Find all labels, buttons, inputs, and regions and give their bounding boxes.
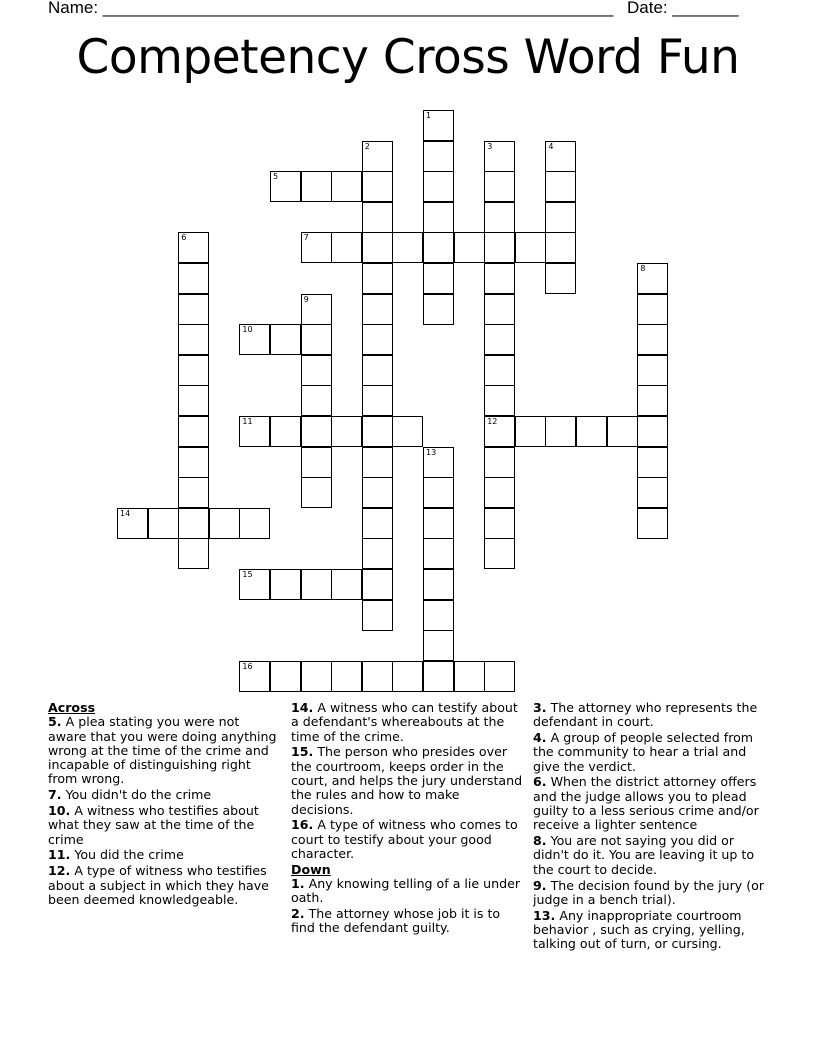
grid-cell[interactable] (362, 385, 393, 416)
grid-cell[interactable] (362, 538, 393, 569)
grid-cell[interactable] (423, 202, 454, 233)
cell-number: 16 (242, 661, 253, 671)
grid-cell[interactable] (484, 324, 515, 355)
grid-cell[interactable] (484, 294, 515, 325)
grid-cell[interactable] (484, 141, 515, 172)
clue-column-3 (533, 701, 771, 953)
grid-cell[interactable] (331, 569, 362, 600)
grid-cell[interactable] (178, 232, 209, 263)
grid-cell[interactable] (301, 661, 332, 692)
cell-number: 14 (120, 508, 131, 518)
grid-cell[interactable] (301, 477, 332, 508)
grid-cell[interactable] (178, 447, 209, 478)
clue-number: 16. (291, 817, 314, 833)
grid-cell[interactable] (637, 416, 668, 447)
grid-cell[interactable] (301, 324, 332, 355)
grid-cell[interactable] (484, 508, 515, 539)
clue-number: 5. (48, 714, 62, 730)
clue-across-15 (291, 745, 523, 816)
grid-cell[interactable] (484, 447, 515, 478)
grid-cell[interactable] (392, 661, 423, 692)
grid-cell[interactable] (362, 447, 393, 478)
clue-across-10 (48, 804, 278, 847)
grid-cell[interactable] (362, 324, 393, 355)
clue-down-6 (533, 775, 771, 832)
cell-number: 11 (242, 417, 253, 426)
grid-cell[interactable] (239, 324, 270, 355)
grid-cell[interactable] (454, 232, 485, 263)
clue-column-2 (291, 701, 523, 937)
grid-cell[interactable] (239, 508, 270, 539)
clue-number: 4. (533, 730, 547, 746)
cell-number: 10 (242, 325, 253, 335)
grid-cell[interactable] (545, 416, 576, 447)
cell-number: 4 (548, 141, 554, 151)
cell-number: 1 (426, 111, 432, 120)
grid-cell[interactable] (362, 416, 393, 447)
clue-text: You did the crime (74, 847, 184, 863)
grid-cell[interactable] (423, 171, 454, 202)
clue-across-14 (291, 701, 523, 744)
grid-cell[interactable] (148, 508, 179, 539)
grid-cell[interactable] (178, 538, 209, 569)
grid-cell[interactable] (637, 447, 668, 478)
grid-cell[interactable] (362, 141, 393, 172)
grid-cell[interactable] (637, 385, 668, 416)
grid-cell[interactable] (515, 232, 546, 263)
grid-cell[interactable] (239, 661, 270, 692)
grid-cell[interactable] (209, 508, 240, 539)
grid-cell[interactable] (484, 538, 515, 569)
grid-cell[interactable] (484, 171, 515, 202)
grid-cell[interactable] (301, 171, 332, 202)
clue-text: A witness who testifies about what they saw at the time of the crime (48, 803, 259, 847)
clue-across-11 (48, 848, 278, 862)
grid-cell[interactable] (392, 416, 423, 447)
grid-cell[interactable] (178, 416, 209, 447)
grid-cell[interactable] (423, 569, 454, 600)
grid-cell[interactable] (423, 263, 454, 294)
cell-number: 12 (487, 417, 498, 426)
grid-cell[interactable] (362, 508, 393, 539)
clue-column-1 (48, 701, 278, 909)
clue-number: 10. (48, 803, 71, 819)
clue-number: 12. (48, 863, 71, 879)
grid-cell[interactable] (301, 385, 332, 416)
clue-across-16 (291, 818, 523, 861)
clue-text: The decision found by the jury (or judge in a bench trial). (533, 877, 765, 907)
clue-text: The person who presides over the courtroom, keeps order in the court, and helps the jury understand the rules and how to make decisions. (291, 744, 523, 817)
clue-text: The attorney whose job it is to find the defendant guilty. (291, 906, 501, 936)
grid-cell[interactable] (545, 171, 576, 202)
grid-cell[interactable] (178, 355, 209, 386)
grid-cell[interactable] (423, 141, 454, 172)
grid-cell[interactable] (484, 477, 515, 508)
grid-cell[interactable] (484, 263, 515, 294)
grid-cell[interactable] (423, 538, 454, 569)
clue-down-3 (533, 701, 771, 730)
clue-text: A type of witness who testifies about a subject in which they have been deemed knowledgeable. (48, 863, 269, 907)
grid-cell[interactable] (484, 385, 515, 416)
clue-text: A group of people selected from the community to hear a trial and give the verdict. (533, 730, 754, 774)
clue-across-7 (48, 788, 278, 802)
grid-cell[interactable] (637, 263, 668, 294)
date-field: Date: _______ (627, 0, 739, 17)
grid-cell[interactable] (331, 416, 362, 447)
grid-cell[interactable] (301, 355, 332, 386)
grid-cell[interactable] (423, 232, 454, 263)
grid-cell[interactable] (178, 324, 209, 355)
grid-cell[interactable] (484, 355, 515, 386)
clue-text: A witness who can testify about a defendant's whereabouts at the time of the crime. (291, 700, 518, 744)
clue-down-4 (533, 731, 771, 774)
grid-cell[interactable] (545, 202, 576, 233)
clue-down-8 (533, 834, 771, 877)
grid-cell[interactable] (423, 477, 454, 508)
grid-cell[interactable] (270, 324, 301, 355)
grid-cell[interactable] (637, 477, 668, 508)
grid-cell[interactable] (362, 477, 393, 508)
grid-cell[interactable] (362, 355, 393, 386)
grid-cell[interactable] (576, 416, 607, 447)
name-field: Name: ______________________________________________________ (48, 0, 614, 17)
cell-number: 13 (426, 447, 437, 457)
grid-cell[interactable] (301, 416, 332, 447)
cell-number: 2 (364, 141, 370, 151)
cell-number: 5 (273, 172, 279, 182)
grid-cell[interactable] (362, 569, 393, 600)
clue-down-2 (291, 907, 523, 936)
grid-cell[interactable] (178, 263, 209, 294)
grid-cell[interactable] (484, 661, 515, 692)
cell-number: 7 (303, 233, 309, 243)
clue-text: When the district attorney offers and the judge allows you to plead guilty to a less serious crime and/or receive a lighter sentence (533, 774, 759, 833)
clue-number: 11. (48, 847, 71, 863)
grid-cell[interactable] (239, 416, 270, 447)
clue-number: 7. (48, 787, 62, 803)
grid-cell[interactable] (270, 661, 301, 692)
clue-text: You didn't do the crime (65, 787, 212, 803)
clue-text: Any knowing telling of a lie under oath. (291, 876, 521, 906)
grid-cell[interactable] (331, 661, 362, 692)
clue-down-9 (533, 879, 771, 908)
grid-cell[interactable] (178, 385, 209, 416)
grid-cell[interactable] (454, 661, 485, 692)
grid-cell[interactable] (637, 294, 668, 325)
grid-cell[interactable] (178, 477, 209, 508)
clue-number: 9. (533, 877, 547, 893)
grid-cell[interactable] (301, 294, 332, 325)
grid-cell[interactable] (423, 508, 454, 539)
grid-cell[interactable] (331, 171, 362, 202)
grid-cell[interactable] (362, 661, 393, 692)
grid-cell[interactable] (270, 171, 301, 202)
grid-cell[interactable] (117, 508, 148, 539)
grid-cell[interactable] (301, 569, 332, 600)
grid-cell[interactable] (301, 447, 332, 478)
grid-cell[interactable] (484, 232, 515, 263)
cell-number: 9 (303, 294, 309, 304)
grid-cell[interactable] (545, 263, 576, 294)
clue-down-13 (533, 909, 771, 952)
clue-number: 2. (291, 906, 305, 922)
grid-cell[interactable] (484, 416, 515, 447)
grid-cell[interactable] (178, 508, 209, 539)
grid-cell[interactable] (301, 232, 332, 263)
page-title: Competency Cross Word Fun (76, 30, 740, 85)
clue-across-5 (48, 715, 278, 786)
grid-cell[interactable] (362, 600, 393, 631)
grid-cell[interactable] (362, 263, 393, 294)
grid-cell[interactable] (545, 232, 576, 263)
grid-cell[interactable] (423, 630, 454, 661)
cell-number: 6 (181, 233, 187, 243)
clue-number: 8. (533, 833, 547, 849)
grid-cell[interactable] (423, 294, 454, 325)
grid-cell[interactable] (392, 232, 423, 263)
grid-cell[interactable] (239, 569, 270, 600)
grid-cell[interactable] (607, 416, 638, 447)
grid-cell[interactable] (637, 355, 668, 386)
grid-cell[interactable] (484, 202, 515, 233)
grid-cell[interactable] (637, 324, 668, 355)
clue-number: 13. (533, 907, 556, 923)
grid-cell[interactable] (270, 416, 301, 447)
clue-text: Any inappropriate courtroom behavior , such as crying, yelling, talking out of turn, or cursing. (533, 907, 745, 952)
clue-text: A plea stating you were not aware that you were doing anything wrong at the time of the crime and incapable of distinguishing right from wrong. (48, 714, 277, 787)
clue-text: The attorney who represents the defendant in court. (533, 700, 758, 730)
grid-cell[interactable] (362, 232, 393, 263)
grid-cell[interactable] (423, 447, 454, 478)
grid-cell[interactable] (178, 294, 209, 325)
clue-number: 3. (533, 700, 547, 715)
cell-number: 8 (640, 264, 646, 273)
grid-cell[interactable] (545, 141, 576, 172)
across-heading: Across (48, 700, 96, 715)
grid-cell[interactable] (423, 661, 454, 692)
grid-cell[interactable] (423, 600, 454, 631)
clue-across-12 (48, 864, 278, 907)
clue-down-1 (291, 877, 523, 906)
grid-cell[interactable] (362, 294, 393, 325)
cell-number: 3 (487, 141, 493, 151)
clue-number: 15. (291, 744, 314, 760)
grid-cell[interactable] (637, 508, 668, 539)
grid-cell[interactable] (270, 569, 301, 600)
cell-number: 15 (242, 570, 253, 579)
clue-text: A type of witness who comes to court to testify about your good character. (291, 817, 518, 861)
clue-number: 1. (291, 876, 305, 892)
clue-text: You are not saying you did or didn't do it. You are leaving it up to the court to decide. (533, 833, 755, 877)
grid-cell[interactable] (515, 416, 546, 447)
clue-number: 14. (291, 700, 314, 715)
grid-cell[interactable] (362, 171, 393, 202)
clue-number: 6. (533, 774, 547, 790)
down-heading: Down (291, 861, 331, 877)
grid-cell[interactable] (331, 232, 362, 263)
grid-cell[interactable] (423, 110, 454, 141)
grid-cell[interactable] (362, 202, 393, 233)
